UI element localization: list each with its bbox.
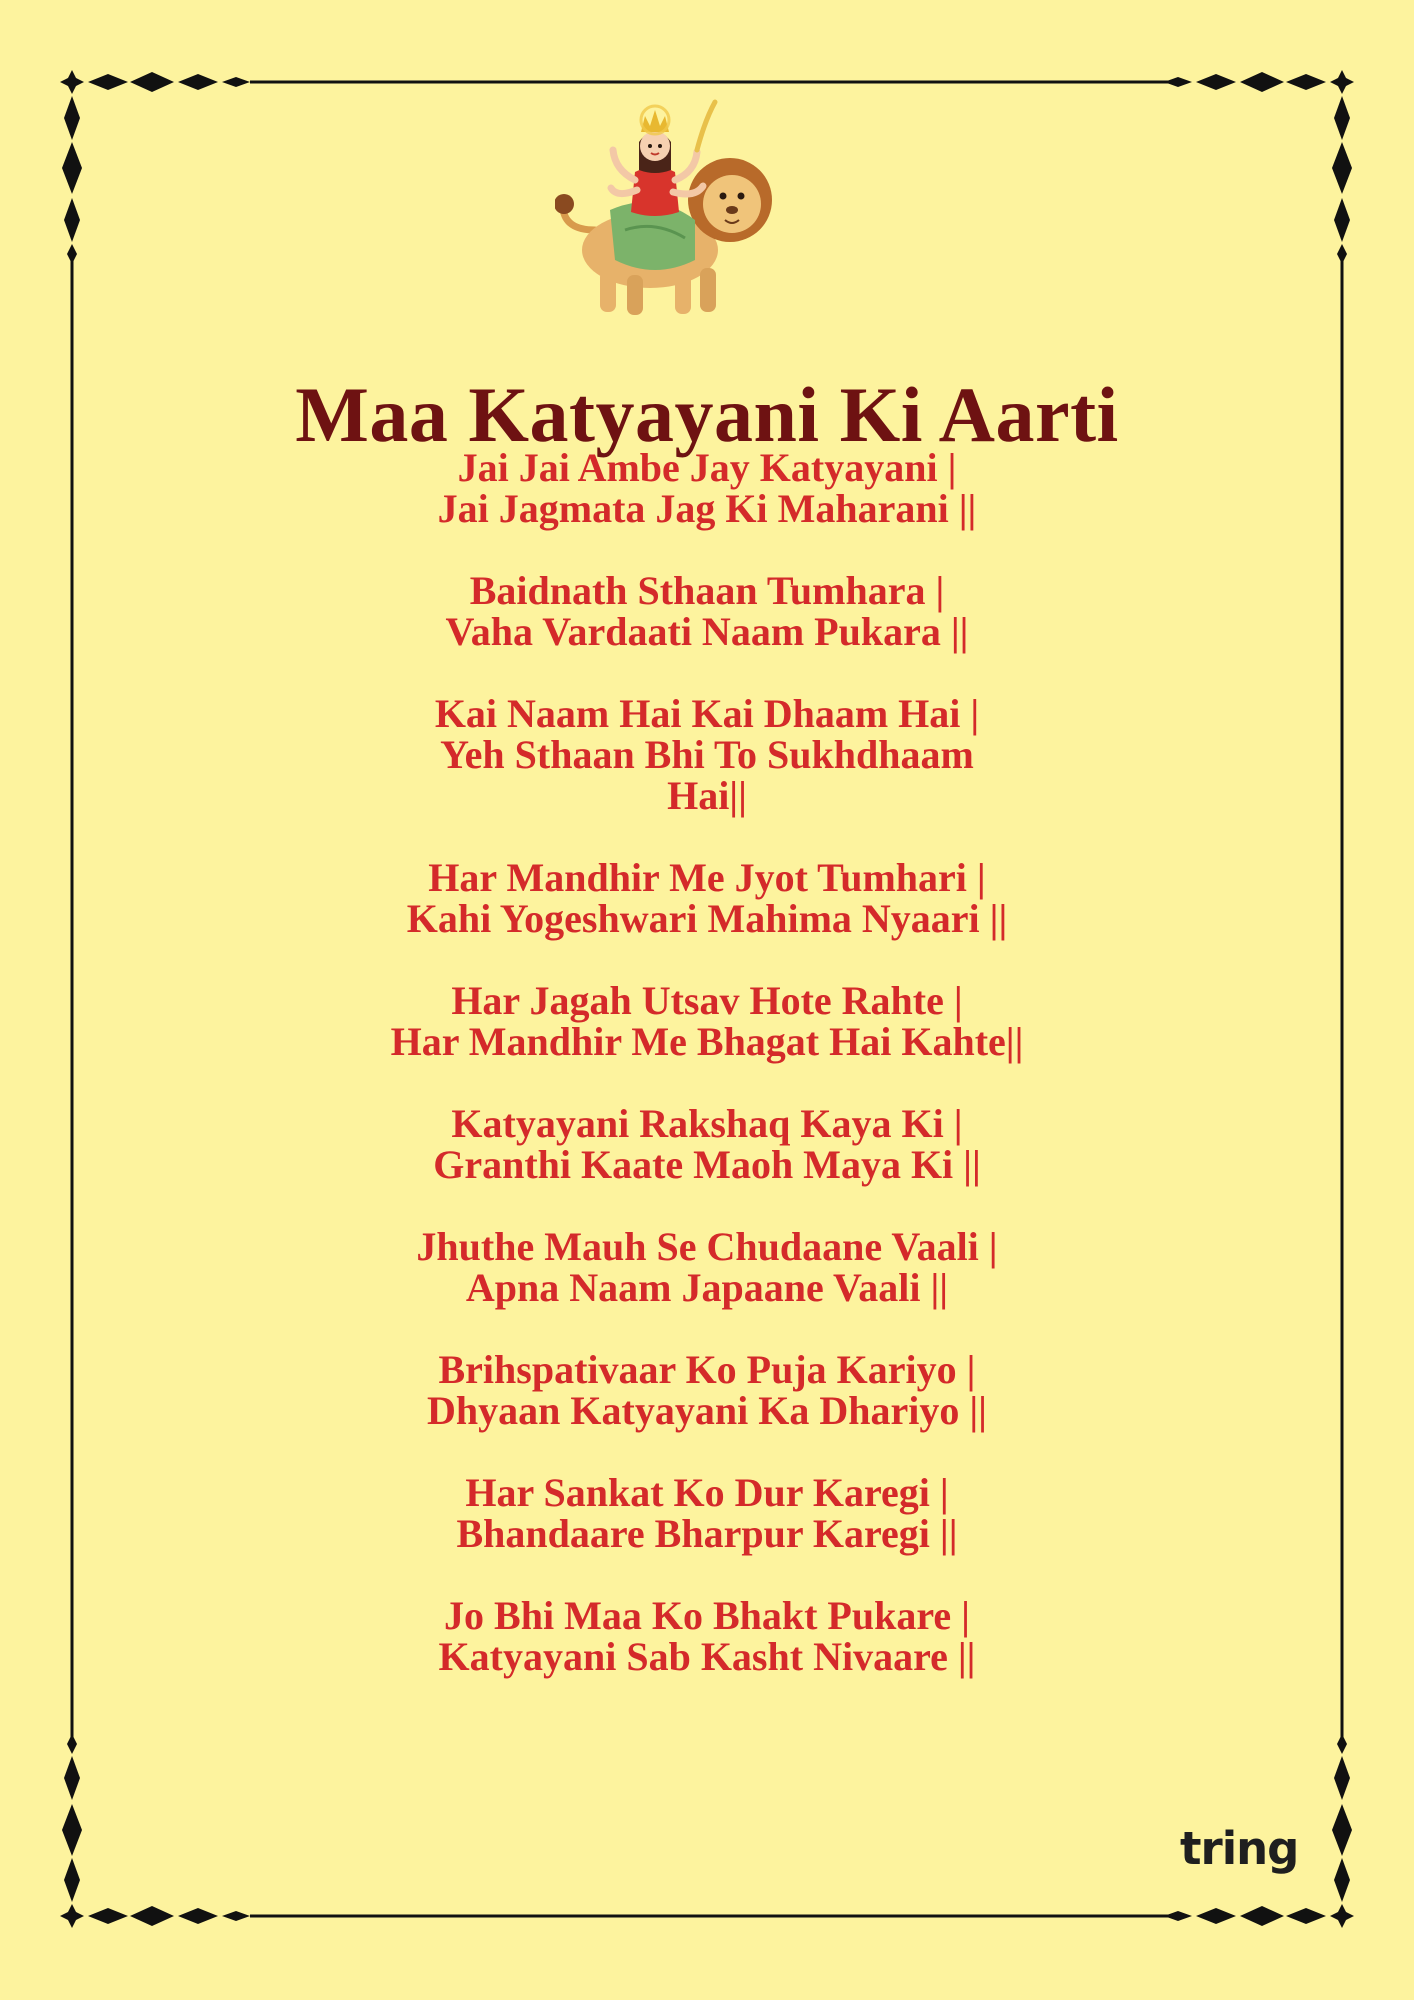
verse-line: Dhyaan Katyayani Ka Dhariyo ||	[427, 1388, 987, 1433]
stanza	[207, 1472, 1207, 1554]
verse-line: Kahi Yogeshwari Mahima Nyaari ||	[406, 896, 1008, 941]
stanza	[207, 1349, 1207, 1431]
stanza	[207, 1103, 1207, 1185]
verse-line: Yeh Sthaan Bhi To Sukhdhaam	[440, 732, 974, 777]
corner-ornament-top-left	[60, 70, 250, 264]
verse-line: Apna Naam Japaane Vaali ||	[465, 1265, 949, 1310]
verse-line: Jo Bhi Maa Ko Bhakt Pukare |	[444, 1593, 970, 1638]
verse-line: Har Jagah Utsav Hote Rahte |	[451, 978, 963, 1023]
verse-line: Brihspativaar Ko Puja Kariyo |	[438, 1347, 976, 1392]
corner-ornament-top-right	[1164, 70, 1354, 264]
page-title: Maa Katyayani Ki Aarti	[295, 371, 1119, 459]
stanza	[207, 1226, 1207, 1308]
verse-line: Har Mandhir Me Jyot Tumhari |	[428, 855, 986, 900]
corner-ornament-bottom-left	[60, 1734, 250, 1928]
stanza	[207, 1595, 1207, 1677]
verse-line: Vaha Vardaati Naam Pukara ||	[445, 609, 969, 654]
verse-line: Har Mandhir Me Bhagat Hai Kahte||	[390, 1019, 1024, 1064]
stanza	[207, 570, 1207, 652]
verse-line: Katyayani Rakshaq Kaya Ki |	[451, 1101, 963, 1146]
brand-logo: tring	[1180, 1822, 1299, 1875]
verse-line: Hai||	[667, 773, 747, 818]
aarti-verses	[207, 447, 1207, 1718]
stanza	[207, 447, 1207, 529]
verse-line: Jai Jagmata Jag Ki Maharani ||	[437, 486, 977, 531]
verse-line: Jhuthe Mauh Se Chudaane Vaali |	[416, 1224, 998, 1269]
verse-line: Katyayani Sab Kasht Nivaare ||	[438, 1634, 976, 1679]
verse-line: Bhandaare Bharpur Karegi ||	[456, 1511, 958, 1556]
stanza	[207, 980, 1207, 1062]
verse-line: Granthi Kaate Maoh Maya Ki ||	[433, 1142, 981, 1187]
verse-line: Jai Jai Ambe Jay Katyayani |	[457, 445, 957, 490]
verse-line: Kai Naam Hai Kai Dhaam Hai |	[434, 691, 980, 736]
verse-line: Har Sankat Ko Dur Karegi |	[465, 1470, 949, 1515]
goddess-on-lion-icon	[555, 80, 785, 325]
verse-line: Baidnath Sthaan Tumhara |	[469, 568, 945, 613]
stanza	[207, 857, 1207, 939]
stanza	[207, 693, 1207, 816]
